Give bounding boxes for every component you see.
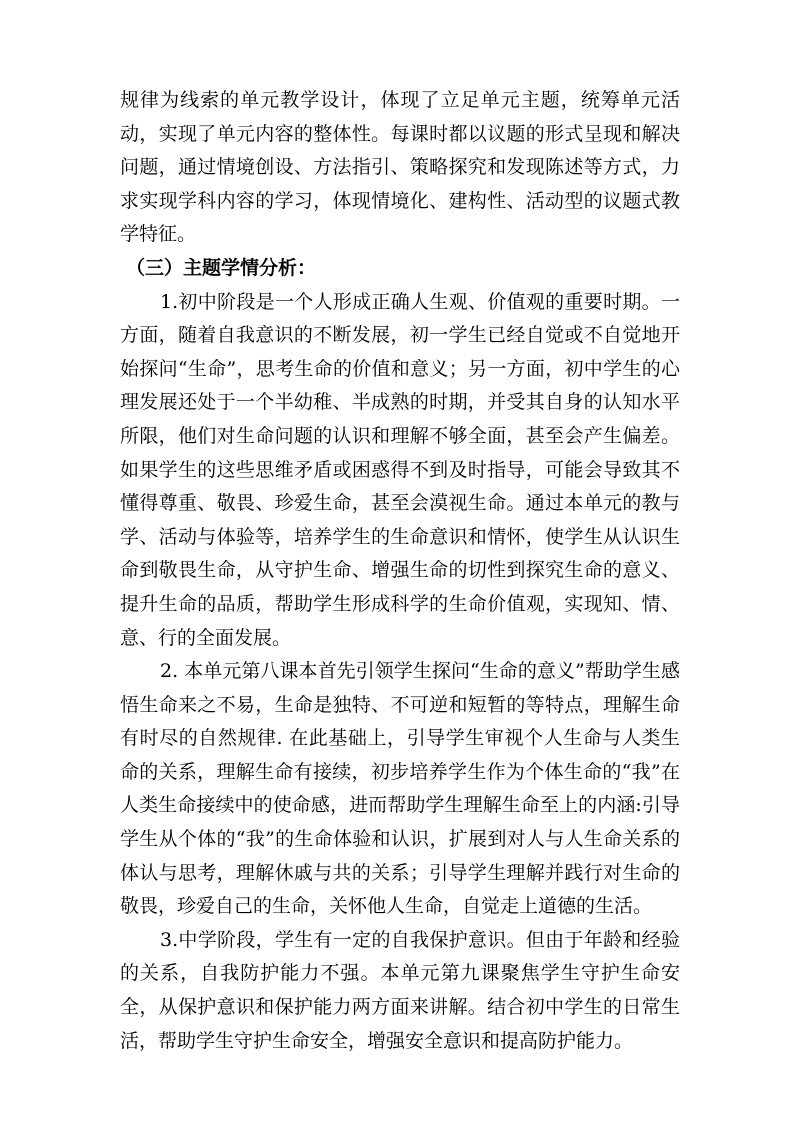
paragraph-point-1: 1.初中阶段是一个人形成正确人生观、价值观的重要时期。一方面，随着自我意识的不断发展，初一学生已经自觉或不自觉地开始探问“生命”，思考生命的价值和意义；另一方面，初中学生的心理发展还处于一个半幼稚、半成熟的时期，并受其自身的认知水平所限，他们对生命问题的认识和理解不够全面，甚至会产生偏差。如果学生的这些思维矛盾或困惑得不到及时指导，可能会导致其不懂得尊重、敬畏、珍爱生命，甚至会漠视生命。通过本单元的教与学、活动与体验等，培养学生的生命意识和情怀，使学生从认识生命到敬畏生命，从守护生命、增强生命的切性到探究生命的意义、提升生命的品质，帮助学生形成科学的生命价值观，实现知、情、意、行的全面发展。 [120,290,680,649]
paragraph-unit-design: 规律为线索的单元教学设计，体现了立足单元主题，统筹单元活动，实现了单元内容的整体性。每课时都以议题的形式呈现和解决问题，通过情境创设、方法指引、策略探究和发现陈述等方式，力求实现学科内容的学习，体现情境化、建构性、活动型的议题式教学特征。 [120,89,680,246]
paragraph-point-2: 2. 本单元第八课本首先引领学生探问“生命的意义”帮助学生感悟生命来之不易，生命是独特、不可逆和短暂的等特点，理解生命有时尽的自然规律. 在此基础上，引导学生审视个人生命与人类生命的关系，理解生命有接续，初步培养学生作为个体生命的“我”在人类生命接续中的使命感，进而帮助学生理解生命至上的内涵:引导学生从个体的“我”的生命体验和认识，扩展到对人与人生命关系的体认与思考，理解休戚与共的关系；引导学生理解并践行对生命的敬畏，珍爱自己的生命，关怀他人生命，自觉走上道德的生活。 [120,660,680,918]
paragraph-point-3: 3.中学阶段，学生有一定的自我保护意识。但由于年龄和经验的关系，自我防护能力不强。本单元第九课聚焦学生守护生命安全，从保护意识和保护能力两方面来讲解。结合初中学生的日常生活，帮助学生守护生命安全，增强安全意识和提高防护能力。 [120,928,680,1052]
document-body [120,84,680,1058]
section-heading-learning-analysis: （三）主题学情分析： [126,256,317,279]
